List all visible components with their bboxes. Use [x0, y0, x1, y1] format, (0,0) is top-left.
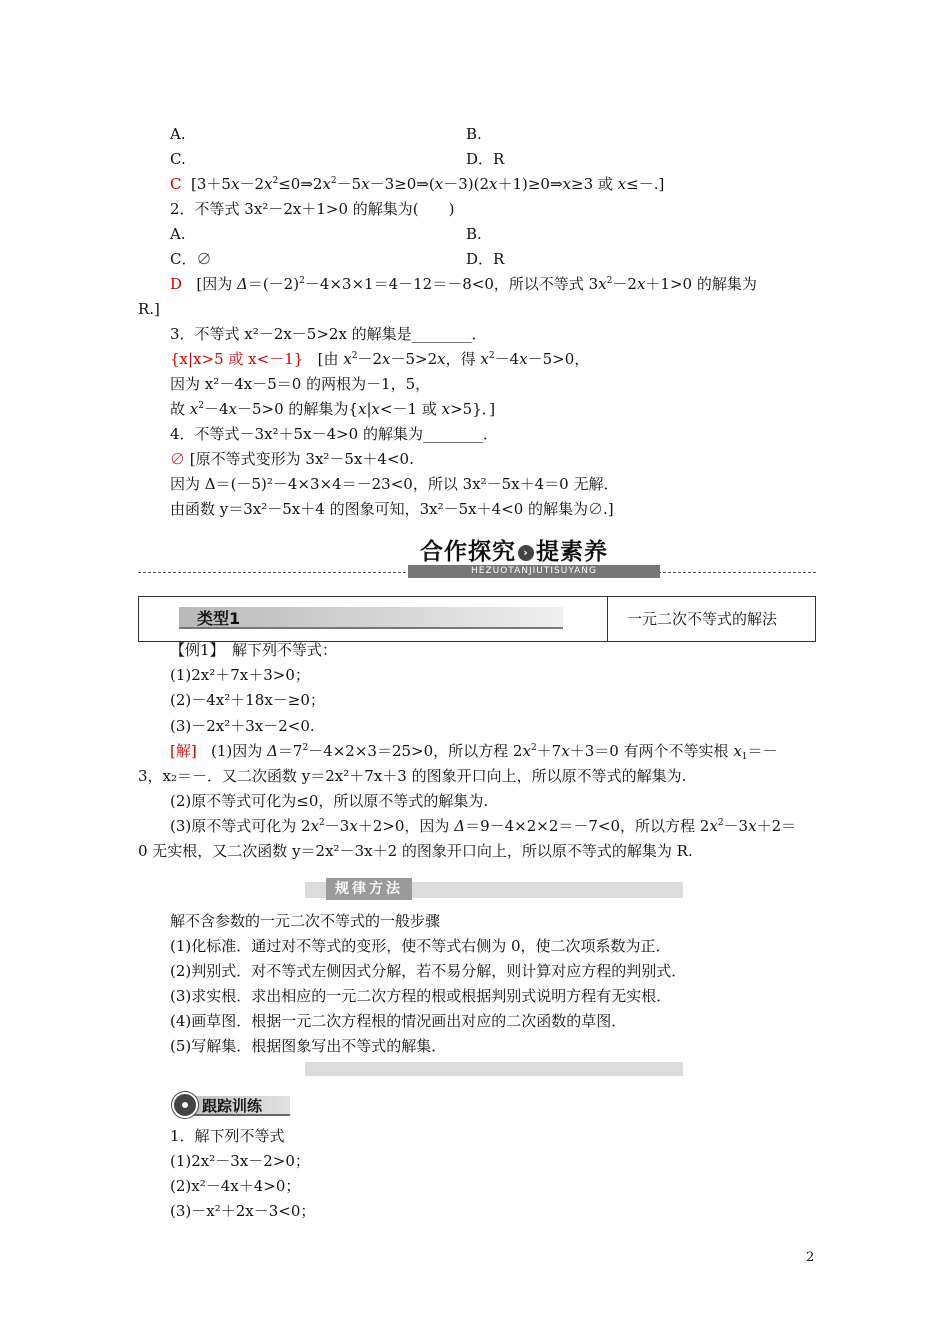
q1-option-c: C. — [170, 150, 186, 168]
type-label: 类型1 — [197, 609, 241, 628]
method-step-4: (4)画草图．根据一元二次方程根的情况画出对应的二次函数的草图． — [170, 1012, 627, 1030]
chevron-right-icon: › — [518, 545, 534, 561]
example-head: 【例1】 解下列不等式： — [170, 641, 338, 659]
training-header — [172, 1092, 290, 1116]
q1-option-d: D．R — [466, 150, 505, 168]
method-step-3: (3)求实根．求出相应的一元二次方程的根或根据判别式说明方程有无实根． — [170, 987, 672, 1005]
q4-line3: 由函数 y＝3x²－5x＋4 的图象可知，3x²－5x＋4<0 的解集为∅.] — [170, 500, 614, 518]
example-solution-1: [解] (1)因为 $\Delta=7^2-4\times 2\times 3=25>0$，所以方程 $2x^2+7x+3=0$ 有两个不等实根 $x_1=-$ — [170, 742, 778, 762]
method-step-2: (2)判别式．对不等式左侧因式分解，若不易分解，则计算对应方程的判别式． — [170, 962, 687, 980]
q4-line2: 因为 Δ＝(－5)²－4×3×4＝－23<0，所以 3x²－5x＋4＝0 无解． — [170, 475, 619, 493]
training-q1: 1．解下列不等式 — [170, 1127, 285, 1145]
example-part-1: (1)2x²＋7x＋3>0； — [170, 666, 310, 684]
example-part-2: (2)－4x²＋18x－≥0； — [170, 691, 325, 709]
target-icon — [172, 1092, 198, 1118]
banner-title-right: 提素养 — [536, 539, 608, 565]
banner-title-left: 合作探究 — [420, 539, 516, 565]
example-solution-3: (3)原不等式可化为 $2x^2-3x+2>0$，因为 Δ＝9－4×2×2＝－7<0，所以方程 $2x^2-3x+2=$ — [170, 817, 797, 835]
method-label: 规律方法 — [326, 878, 412, 900]
q1-option-a: A. — [170, 125, 186, 143]
method-title: 解不含参数的一元二次不等式的一般步骤 — [170, 912, 441, 930]
q2-option-a: A. — [170, 225, 186, 243]
section-banner-title — [420, 533, 680, 565]
q3-answer: {x|x>5 或 x<－1} — [170, 350, 304, 368]
example-solution-2: (2)原不等式可化为≤0，所以原不等式的解集为. — [170, 792, 489, 810]
example-solution-1-end: 3，x₂＝－．又二次函数 y＝2x²＋7x＋3 的图象开口向上，所以原不等式的解集为. — [138, 767, 687, 785]
q2-option-d: D．R — [466, 250, 505, 268]
example-solution-3-end: 0 无实根，又二次函数 y＝2x²－3x＋2 的图象开口向上，所以原不等式的解集为 R. — [138, 842, 693, 860]
type-topic: 一元二次不等式的解法 — [627, 610, 778, 628]
q4-stem: 4．不等式－3x²＋5x－4>0 的解集为________． — [170, 425, 498, 443]
q3-line2: 因为 x²－4x－5＝0 的两根为－1，5， — [170, 375, 431, 393]
q2-answer-letter: D — [170, 275, 183, 293]
banner-subtitle: HEZUOTANJIUTISUYANG — [408, 565, 660, 578]
method-bottom-bar — [305, 1062, 683, 1076]
q4-answer: ∅ — [170, 450, 186, 468]
page-number: 2 — [806, 1250, 815, 1265]
q3-stem: 3．不等式 x²－2x－5>2x 的解集是________． — [170, 325, 487, 343]
q2-solution: D [因为 $\Delta=(-2)^2-4\times 3\times 1=4-12=-8<0$，所以不等式 $3x^2-2x+1>0$ 的解集为 — [170, 275, 757, 293]
q2-stem: 2．不等式 3x²－2x＋1>0 的解集为( ) — [170, 200, 455, 218]
q1-option-b: B. — [466, 125, 482, 143]
type-box — [138, 596, 816, 642]
q4-solution — [170, 449, 414, 469]
training-label: 跟踪训练 — [202, 1097, 263, 1115]
q1-answer-letter: C — [170, 175, 182, 193]
q1-solution-text: [$3+5x-2x^2\le 0\Rightarrow 2x^2-5x-3\ge 0\Rightarrow(x-3)(2x+1)\ge 0\Rightarrow x\ge 3$ 或 x≤－.] — [186, 175, 665, 193]
q4-line1: [原不等式变形为 3x²－5x＋4<0. — [189, 450, 414, 468]
solution-tag: [解] — [170, 742, 197, 760]
q3-solution: {x|x>5 或 x<－1} [由 $x^2-2x-5>2x$，得 $x^2-4x-5>0$， — [170, 350, 590, 368]
q2-solution-end: R.] — [138, 300, 160, 318]
method-step-5: (5)写解集．根据图象写出不等式的解集． — [170, 1037, 447, 1055]
training-part-2: (2)x²－4x＋4>0； — [170, 1177, 301, 1195]
q2-option-c: C．∅ — [170, 250, 212, 268]
q2-option-b: B. — [466, 225, 482, 243]
q3-line3: 故 $x^2-4x-5>0$ 的解集为{x|x<－1 或 x>5}．] — [170, 400, 496, 418]
type-box-divider — [607, 597, 608, 641]
training-part-3: (3)－x²＋2x－3<0； — [170, 1202, 316, 1220]
method-step-1: (1)化标准．通过对不等式的变形，使不等式右侧为 0，使二次项系数为正． — [170, 937, 671, 955]
training-part-1: (1)2x²－3x－2>0； — [170, 1152, 310, 1170]
q1-solution — [170, 174, 664, 194]
example-part-3: (3)－2x²＋3x－2<0. — [170, 717, 315, 735]
